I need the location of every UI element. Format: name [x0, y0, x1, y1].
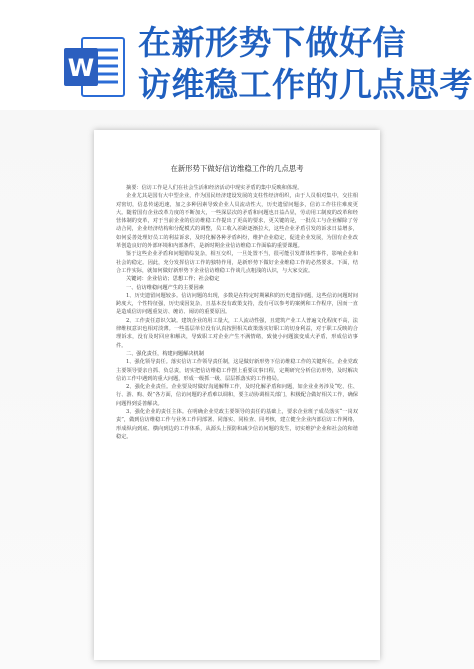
document-title: 在新形势下做好信访维稳工作的几点思考: [170, 164, 304, 173]
paragraph: 1、强化领导责任。落实信访工作领导责任制，这是做好新形势下信访维稳工作的关键所在。企业党政主要领导要亲自抓、负总责，切实把信访维稳工作摆上重要议事日程，定期研究分析信访形势，及时解决信访工作中遇到的重大问题，形成一级抓一级、层层抓落实的工作格局。: [116, 359, 358, 382]
section-heading: 一、信访维稳问题产生的主要因素: [126, 284, 204, 291]
header-banner: [0, 0, 474, 110]
page-fade: [94, 620, 380, 660]
banner-title-line2: 访维稳工作的几点思考: [138, 65, 473, 104]
banner-title-line1: 在新形势下做好信: [138, 23, 406, 62]
keywords: 关键词：企业信访；思想工作；社会稳定: [126, 276, 220, 283]
paragraph: 1、历史遗留问题较多。信访问题的出现，多数是在特定时期累积的历史遗留问题，这些信访问题时间跨度大，个性特征强，历史成因复杂，且基本没有政策支持，没有可以参考的案例和工作程序，因而一直是造成信访问题重复访、缠访、闹访的重要原因。: [116, 292, 358, 316]
word-icon-letter: W: [67, 54, 95, 82]
banner-title: [138, 22, 474, 106]
section-heading: 二、强化责任，构建问题解决机制: [126, 350, 204, 357]
document-body: [94, 130, 380, 441]
paragraph: 企业尤其是国有大中型企业，作为国民经济建设发展的支柱性经济组织，由于人员相对集中，交往相对密切，信息传递迅速，加之多种因素导致企业人员流动性大，历史遗留问题多，信访工作往往难度更大。随着国有企业改革力度的不断加大，一些深层次的矛盾和问题也日益凸显，劳动用工制度的改革和经营体制的变革，对于当前企业的信访维稳工作提出了更高的要求，更关键的是，一批员工与企业解除了劳动合同，企业经济结构和分配模式的调整，员工收入差距逐渐拉大，这些企业矛盾引发的诉求日益增多，如何妥善处理好员工的利益诉求，及时化解各种矛盾纠纷，维护企业稳定，促进企业发展，为国有企业改革创造良好的外部环境和内部条件，是新时期企业信访维稳工作面临的重要课题。: [116, 193, 358, 250]
paragraph: 2、工作责任意识欠缺。建筑企业的用工量大，工人流动性强，且建筑产业工人普遍文化程度不高，法律维权意识也相对淡薄。一些基层单位没有认真按照相关政策落实好职工的切身利益，对于职工反映的合理诉求，没有及时回应和解决，导致职工对企业产生不满情绪，致使小问题演变成大矛盾，形成信访事件。: [116, 317, 358, 349]
paragraph: 鉴于这些企业矛盾和问题错综复杂，相互交织，一旦处置不当，很可能引发群体性事件，影响企业和社会的稳定。因此，充分发挥信访工作的独特作用，是新形势下做好企业维稳工作的必然要求。下面，结合工作实际，就如何做好新形势下企业信访维稳工作谈几点粗浅的认识，与大家交流。: [116, 251, 358, 274]
paragraph: 3、强化企业的责任主体。在明确企业党政主要领导的责任的基础上，要求企业班子成员落实“一岗双责”，做到信访维稳工作与业务工作同部署、同落实、同检查、同考核，建立健全企业内部信访工作网络，形成纵向到底、横向到边的工作体系，从源头上预防和减少信访问题的发生，切实维护企业和社会的和谐稳定。: [116, 409, 358, 440]
word-document-icon: [62, 34, 126, 100]
document-page[interactable]: [94, 130, 380, 660]
abstract: 摘要：信访工作是人们在社会生活和经济活动中现实矛盾的集中反映和体现。: [126, 185, 303, 191]
paragraph: 2、强化企业责任。企业要及时做好沟通解释工作，及时化解矛盾和问题，如企业业务涉及“吃、住、行、游、购、娱”各方面，信访问题的矛盾难以调和，要主动协调相关部门，积极配合做好相关工作，确保问题得到妥善解决。: [116, 384, 358, 407]
